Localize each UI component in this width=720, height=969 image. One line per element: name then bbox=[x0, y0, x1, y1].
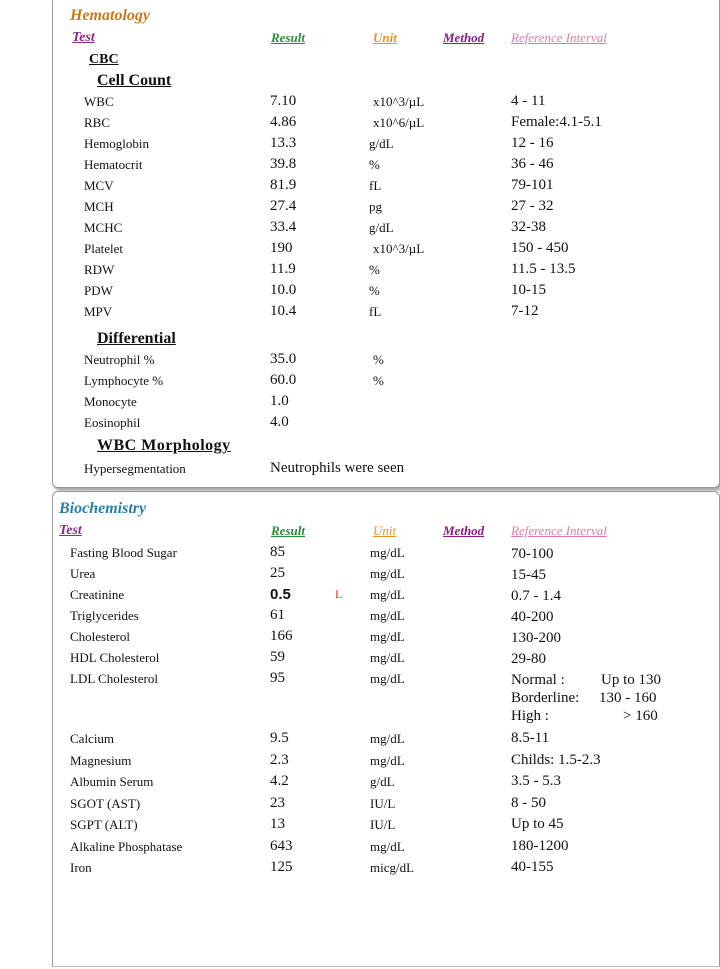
hematology-title: Hematology bbox=[70, 7, 150, 24]
bio-result: 125 bbox=[270, 859, 293, 875]
cell-count-test-name: MPV bbox=[84, 304, 113, 319]
cell-count-reference: 10-15 bbox=[511, 282, 546, 298]
bio-result: 9.5 bbox=[270, 730, 289, 746]
unit-header: Unit bbox=[373, 30, 397, 45]
bio-test-name: Iron bbox=[70, 860, 92, 875]
cell-count-reference: 4 - 11 bbox=[511, 93, 546, 109]
cell-count-unit: % bbox=[369, 262, 380, 277]
ldl-borderline-label: Borderline: bbox=[511, 690, 580, 706]
bio-unit-header: Unit bbox=[373, 523, 397, 538]
cell-count-test-name: RBC bbox=[84, 115, 111, 130]
cell-count-reference: 27 - 32 bbox=[511, 198, 554, 214]
bio-unit: mg/dL bbox=[370, 838, 405, 854]
cell-count-test-name: Hemoglobin bbox=[84, 136, 149, 151]
bio-result: 166 bbox=[270, 628, 293, 644]
cell-count-result: 27.4 bbox=[270, 198, 297, 214]
cell-count-reference: 12 - 16 bbox=[511, 135, 554, 151]
bio-result: 25 bbox=[270, 565, 285, 581]
bio-low-flag: L bbox=[335, 587, 343, 601]
bio-reference: 15-45 bbox=[511, 567, 546, 583]
ldl-normal-value: Up to 130 bbox=[601, 672, 661, 688]
bio-unit: mg/dL bbox=[370, 545, 405, 560]
bio-unit: mg/dL bbox=[370, 731, 405, 746]
bio-test-name: SGPT (ALT) bbox=[70, 817, 138, 832]
cell-count-reference: Female:4.1-5.1 bbox=[511, 114, 602, 130]
bio-test-name: Alkaline Phosphatase bbox=[70, 838, 183, 854]
cell-count-reference: 36 - 46 bbox=[511, 156, 554, 172]
method-header: Method bbox=[443, 30, 485, 45]
ldl-high-value: > 160 bbox=[623, 708, 658, 724]
differential-result: 1.0 bbox=[270, 393, 289, 409]
cell-count-unit: fL bbox=[369, 178, 382, 193]
cell-count-test-name: MCH bbox=[84, 199, 114, 214]
bio-unit: mg/dL bbox=[370, 629, 405, 644]
cbc-label: CBC bbox=[89, 52, 119, 67]
ldl-borderline-value: 130 - 160 bbox=[599, 690, 657, 706]
bio-reference: 0.7 - 1.4 bbox=[511, 588, 561, 604]
bio-reference-header: Reference Interval bbox=[511, 523, 607, 538]
ldl-high-label: High : bbox=[511, 708, 549, 724]
bio-test-name: Triglycerides bbox=[70, 608, 139, 623]
cell-count-result: 10.4 bbox=[270, 303, 297, 319]
result-header: Result bbox=[271, 30, 305, 45]
cell-count-result: 190 bbox=[270, 240, 293, 256]
cell-count-unit: x10^3/µL bbox=[373, 241, 425, 256]
morphology-result: Neutrophils were seen bbox=[270, 460, 405, 476]
bio-test-name: HDL Cholesterol bbox=[70, 650, 160, 665]
bio-unit: mg/dL bbox=[370, 608, 405, 623]
bio-unit: micg/dL bbox=[370, 860, 415, 875]
cell-count-unit: g/dL bbox=[369, 220, 394, 235]
cell-count-test-name: PDW bbox=[84, 283, 113, 298]
bio-reference: Childs: 1.5-2.3 bbox=[511, 751, 601, 768]
differential-unit: % bbox=[373, 373, 384, 388]
bio-method-header: Method bbox=[443, 523, 485, 538]
bio-result: 2.3 bbox=[270, 751, 289, 768]
bio-reference: 29-80 bbox=[511, 651, 546, 667]
differential-test-name: Lymphocyte % bbox=[84, 373, 164, 388]
bio-result: 643 bbox=[270, 837, 293, 854]
bio-unit: IU/L bbox=[370, 795, 396, 811]
bio-result: 61 bbox=[270, 607, 285, 623]
bio-test-name: LDL Cholesterol bbox=[70, 671, 158, 686]
cell-count-unit: % bbox=[369, 157, 380, 172]
cell-count-test-name: MCHC bbox=[84, 220, 123, 235]
hematology-panel bbox=[52, 0, 720, 488]
bio-test-name: Urea bbox=[70, 566, 96, 581]
bio-test-name: Fasting Blood Sugar bbox=[70, 545, 177, 560]
cell-count-result: 7.10 bbox=[270, 93, 297, 109]
differential-test-name: Monocyte bbox=[84, 394, 137, 409]
cell-count-unit: x10^3/µL bbox=[373, 94, 425, 109]
cell-count-reference: 11.5 - 13.5 bbox=[511, 261, 576, 277]
bio-result: 13 bbox=[270, 816, 285, 832]
bio-reference: Normal : bbox=[511, 672, 565, 688]
cell-count-label: Cell Count bbox=[97, 72, 172, 89]
biochemistry-title: Biochemistry bbox=[59, 500, 147, 517]
cell-count-result: 11.9 bbox=[270, 261, 296, 277]
differential-label: Differential bbox=[97, 330, 176, 347]
bio-reference: Up to 45 bbox=[511, 816, 564, 832]
cell-count-reference: 32-38 bbox=[511, 219, 546, 235]
differential-test-name: Neutrophil % bbox=[84, 352, 155, 367]
bio-unit: IU/L bbox=[370, 817, 396, 832]
differential-result: 60.0 bbox=[270, 372, 297, 388]
cell-count-result: 4.86 bbox=[270, 114, 297, 130]
cell-count-unit: x10^6/µL bbox=[373, 115, 425, 130]
bio-test-name: Albumin Serum bbox=[70, 774, 154, 789]
cell-count-test-name: RDW bbox=[84, 262, 115, 277]
bio-reference: 70-100 bbox=[511, 546, 554, 562]
bio-reference: 130-200 bbox=[511, 630, 561, 646]
cell-count-result: 39.8 bbox=[270, 156, 297, 172]
bio-reference: 180-1200 bbox=[511, 837, 569, 854]
cell-count-result: 81.9 bbox=[270, 177, 297, 193]
differential-unit: % bbox=[373, 352, 384, 367]
bio-unit: mg/dL bbox=[370, 671, 405, 686]
test-header: Test bbox=[72, 30, 95, 45]
bio-unit: mg/dL bbox=[370, 566, 405, 581]
cell-count-result: 10.0 bbox=[270, 282, 297, 298]
bio-test-name: Magnesium bbox=[70, 752, 132, 768]
cell-count-test-name: Platelet bbox=[84, 241, 123, 256]
bio-unit: mg/dL bbox=[370, 587, 405, 602]
wbc-morphology-label: WBC Morphology bbox=[97, 437, 231, 454]
bio-result: 4.2 bbox=[270, 773, 289, 789]
cell-count-reference: 7-12 bbox=[511, 303, 539, 319]
cell-count-unit: pg bbox=[369, 199, 382, 214]
bio-reference: 40-200 bbox=[511, 609, 554, 625]
cell-count-unit: % bbox=[369, 283, 380, 298]
bio-reference: 40-155 bbox=[511, 859, 554, 875]
bio-result: 23 bbox=[270, 794, 285, 811]
bio-test-name: SGOT (AST) bbox=[70, 795, 141, 811]
bio-unit: g/dL bbox=[370, 774, 395, 789]
cell-count-test-name: MCV bbox=[84, 178, 114, 193]
cell-count-test-name: Hematocrit bbox=[84, 157, 143, 172]
reference-header: Reference Interval bbox=[511, 30, 607, 45]
cell-count-test-name: WBC bbox=[84, 94, 114, 109]
cell-count-unit: g/dL bbox=[369, 136, 394, 151]
differential-result: 35.0 bbox=[270, 351, 297, 367]
bio-result: 85 bbox=[270, 544, 285, 560]
cell-count-unit: fL bbox=[369, 304, 382, 319]
cell-count-reference: 150 - 450 bbox=[511, 240, 569, 256]
bio-test-name: Cholesterol bbox=[70, 629, 130, 644]
cell-count-result: 13.3 bbox=[270, 135, 297, 151]
morphology-test-name: Hypersegmentation bbox=[84, 461, 186, 476]
bio-result-header: Result bbox=[271, 523, 305, 538]
bio-result: 95 bbox=[270, 670, 285, 686]
differential-test-name: Eosinophil bbox=[84, 415, 141, 430]
bio-result: 59 bbox=[270, 649, 285, 665]
cell-count-reference: 79-101 bbox=[511, 177, 554, 193]
bio-result: 0.5 bbox=[270, 586, 291, 603]
cell-count-result: 33.4 bbox=[270, 219, 297, 235]
biochemistry-panel bbox=[52, 491, 720, 967]
bio-reference: 8.5-11 bbox=[511, 730, 550, 746]
bio-unit: mg/dL bbox=[370, 650, 405, 665]
bio-reference: 8 - 50 bbox=[511, 794, 546, 811]
bio-test-header: Test bbox=[59, 523, 82, 538]
bio-test-name: Creatinine bbox=[70, 587, 125, 602]
differential-result: 4.0 bbox=[270, 414, 289, 430]
bio-reference: 3.5 - 5.3 bbox=[511, 773, 561, 789]
bio-unit: mg/dL bbox=[370, 752, 405, 768]
bio-test-name: Calcium bbox=[70, 731, 115, 746]
